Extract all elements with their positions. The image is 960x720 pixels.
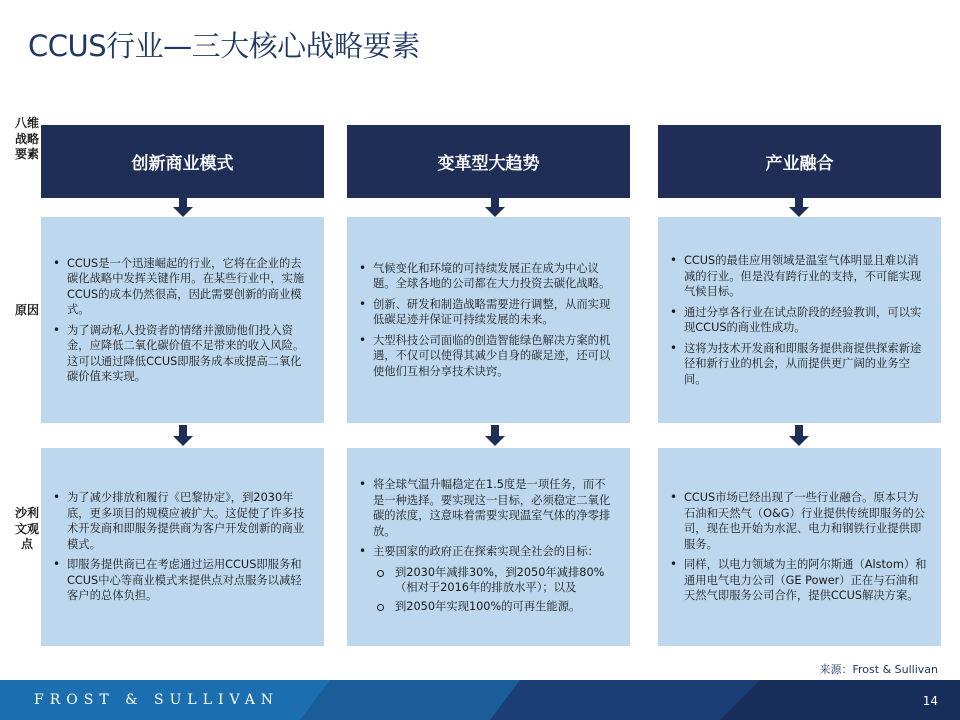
views-box-innovation: [41, 448, 324, 646]
list-item: • CCUS是一个迅速崛起的行业，它将在企业的去碳化战略中发挥关键作用。在某些行业中，实施CCUS的成本仍然很高，因此需要创新的商业模式。: [53, 256, 310, 318]
list-item: • 主要国家的政府正在探索实现全社会的目标：: [359, 544, 616, 560]
source-note: 来源：Frost & Sullivan: [819, 663, 938, 676]
down-arrow-icon: [173, 425, 193, 446]
list-item: • 即服务提供商已在考虑通过运用CCUS即服务和CCUS中心等商业模式来提供点对点服务以减轻客户的总体负担。: [53, 557, 310, 604]
views-box-convergence: [658, 448, 941, 646]
reasons-box-convergence: [658, 217, 941, 423]
list-item: • CCUS的最佳应用领域是温室气体明显且难以消减的行业。但是没有跨行业的支持，不可能实现气候目标。: [670, 253, 927, 300]
list-item: • 为了调动私人投资者的情绪并激励他们投入资金，应降低二氧化碳价值不足带来的收入风险。这可以通过降低CCUS即服务成本或提高二氧化碳价值来实现。: [53, 323, 310, 385]
side-label-views: 沙利文观点: [14, 506, 39, 551]
down-arrow-icon: [485, 425, 505, 446]
list-item: • 将全球气温升幅稳定在1.5度是一项任务，而不是一种选择。要实现这一目标，必须稳定二氧化碳的浓度，这意味着需要实现温室气体的净零排放。: [359, 477, 616, 539]
list-item: • CCUS市场已经出现了一些行业融合。原本只为石油和天然气（O&G）行业提供传统即服务的公司，现在也开始为水泥、电力和钢铁行业提供即服务。: [670, 490, 927, 552]
down-arrow-icon: [789, 196, 809, 217]
brand-logo-text: FROST & SULLIVAN: [34, 692, 280, 708]
list-item: • 为了减少排放和履行《巴黎协定》，到2030年底，更多项目的规模应被扩大。这促使了许多技术开发商和即服务提供商为客户开发创新的商业模式。: [53, 490, 310, 552]
list-item: • 气候变化和环境的可持续发展正在成为中心议题。全球各地的公司都在大力投资去碳化战略。: [359, 261, 616, 292]
sub-list-item: 到2050年实现100%的可再生能源。: [359, 599, 616, 615]
views-box-megatrends: [347, 448, 630, 646]
list-item: • 这将为技术开发商和即服务提供商提供探索新途径和新行业的机会，从而提供更广阔的业务空间。: [670, 341, 927, 388]
down-arrow-icon: [485, 196, 505, 217]
reasons-box-megatrends: [347, 217, 630, 423]
list-item: • 同样，以电力领域为主的阿尔斯通（Alstom）和通用电气电力公司（GE Power）正在与石油和天然气即服务公司合作，提供CCUS解决方案。: [670, 557, 927, 604]
column-header-innovation: 创新商业模式: [41, 125, 324, 198]
side-label-factors: 八维战略要素: [14, 116, 39, 161]
list-item: • 通过分享各行业在试点阶段的经验教训，可以实现CCUS的商业性成功。: [670, 305, 927, 336]
footer-bar: [0, 680, 960, 720]
side-label-reasons: 原因: [14, 303, 39, 317]
sub-list-item: 到2030年减排30%，到2050年减排80%（相对于2016年的排放水平）；以及: [359, 565, 616, 596]
column-header-megatrends: 变革型大趋势: [347, 125, 630, 198]
list-item: • 大型科技公司面临的创造智能绿色解决方案的机遇，不仅可以使得其减少自身的碳足迹，还可以使他们互相分享技术诀窍。: [359, 333, 616, 380]
column-header-convergence: 产业融合: [658, 125, 941, 198]
page-title: CCUS行业—三大核心战略要素: [28, 29, 420, 63]
list-item: • 创新、研发和制造战略需要进行调整，从而实现低碳足迹并保证可持续发展的未来。: [359, 297, 616, 328]
reasons-box-innovation: [41, 217, 324, 423]
down-arrow-icon: [789, 425, 809, 446]
down-arrow-icon: [173, 196, 193, 217]
page-number: 14: [922, 694, 938, 708]
